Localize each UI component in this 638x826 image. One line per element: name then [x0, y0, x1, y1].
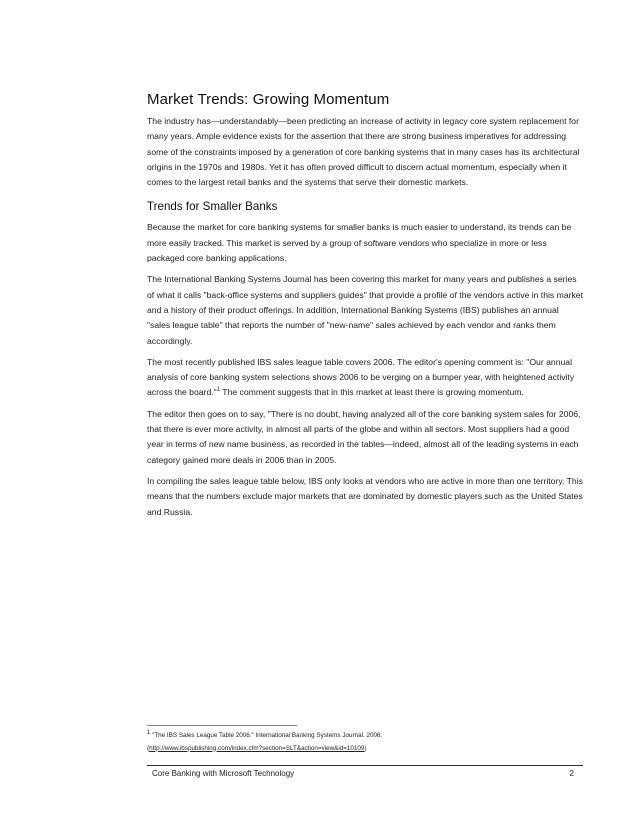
page-footer	[152, 769, 578, 778]
paragraph-3	[147, 355, 583, 401]
footnote	[147, 730, 567, 755]
intro-paragraph: The industry has—understandably—been predicting an increase of activity in legacy core system replacement for many years. Ample evidence exists for the assertion that there are strong business imperatives for addressing some of the constraints imposed by a generation of core banking systems that in many cases has its architectural origins in the 1970s and 1980s. Yet it has often proved difficult to discern actual momentum, especially when it comes to the largest retail banks and the systems that serve their domestic markets.	[147, 116, 580, 188]
footer-title: Core Banking with Microsoft Technology	[152, 769, 295, 778]
footnote-link-open-paren: (	[147, 744, 150, 752]
paragraph-4: The editor then goes on to say, "There is no doubt, having analyzed all of the core banking system sales for 2006, that there is ever more activity, in almost all parts of the globe and within all sectors. Most suppliers had a good year in terms of new name business, as recorded in the tables—indeed, almost all of the leading systems in each category gained more deals in 2006 than in 2005.	[147, 408, 581, 465]
footnote-marker: 1	[147, 729, 151, 736]
paragraph-3-text-before: The most recently published IBS sales league table covers 2006. The editor's opening comment is: "Our annual analysis of core banking system selections shows 2006 to be verging on a bumper year, with heightened activity across the board."	[147, 356, 575, 398]
main-content	[147, 91, 583, 526]
footnote-citation	[147, 730, 567, 743]
subsection-heading: Trends for Smaller Banks	[147, 200, 278, 214]
footnote-link-close-paren: )	[364, 744, 367, 752]
footnote-divider	[147, 725, 297, 726]
paragraph-2: The International Banking Systems Journal has been covering this market for many years and publishes a series of what it calls "back-office systems and suppliers guides" that provide a profile of the vendors active in this market and a history of their product offerings. In addition, International Banking Systems (IBS) publishes an annual "sales league table" that reports the number of "new-name" sales achieved by each vendor and ranks them accordingly.	[147, 274, 583, 346]
footer-divider	[147, 765, 583, 766]
page-number: 2	[569, 769, 574, 778]
paragraph-5: In compiling the sales league table below, IBS only looks at vendors who are active in more than one territory. This means that the numbers exclude major markets that are dominated by domestic players such as the United States and Russia.	[147, 475, 583, 517]
footnote-link[interactable]: http://www.ibspublishing.com/index.cfm?section=SLT&action=view&id=10109	[149, 744, 365, 752]
paragraph-1: Because the market for core banking systems for smaller banks is much easier to understand, its trends can be more easily tracked. This market is served by a group of software vendors who specialize in more or less packaged core banking applications.	[147, 222, 572, 264]
footnote-text: "The IBS Sales League Table 2006." International Banking Systems Journal. 2006.	[150, 732, 383, 739]
footnote-reference[interactable]: 1	[216, 387, 221, 394]
footnote-link-line	[147, 743, 567, 756]
section-heading: Market Trends: Growing Momentum	[147, 91, 390, 108]
paragraph-3-text-after: The comment suggests that in this market at least there is growing momentum.	[220, 387, 524, 398]
